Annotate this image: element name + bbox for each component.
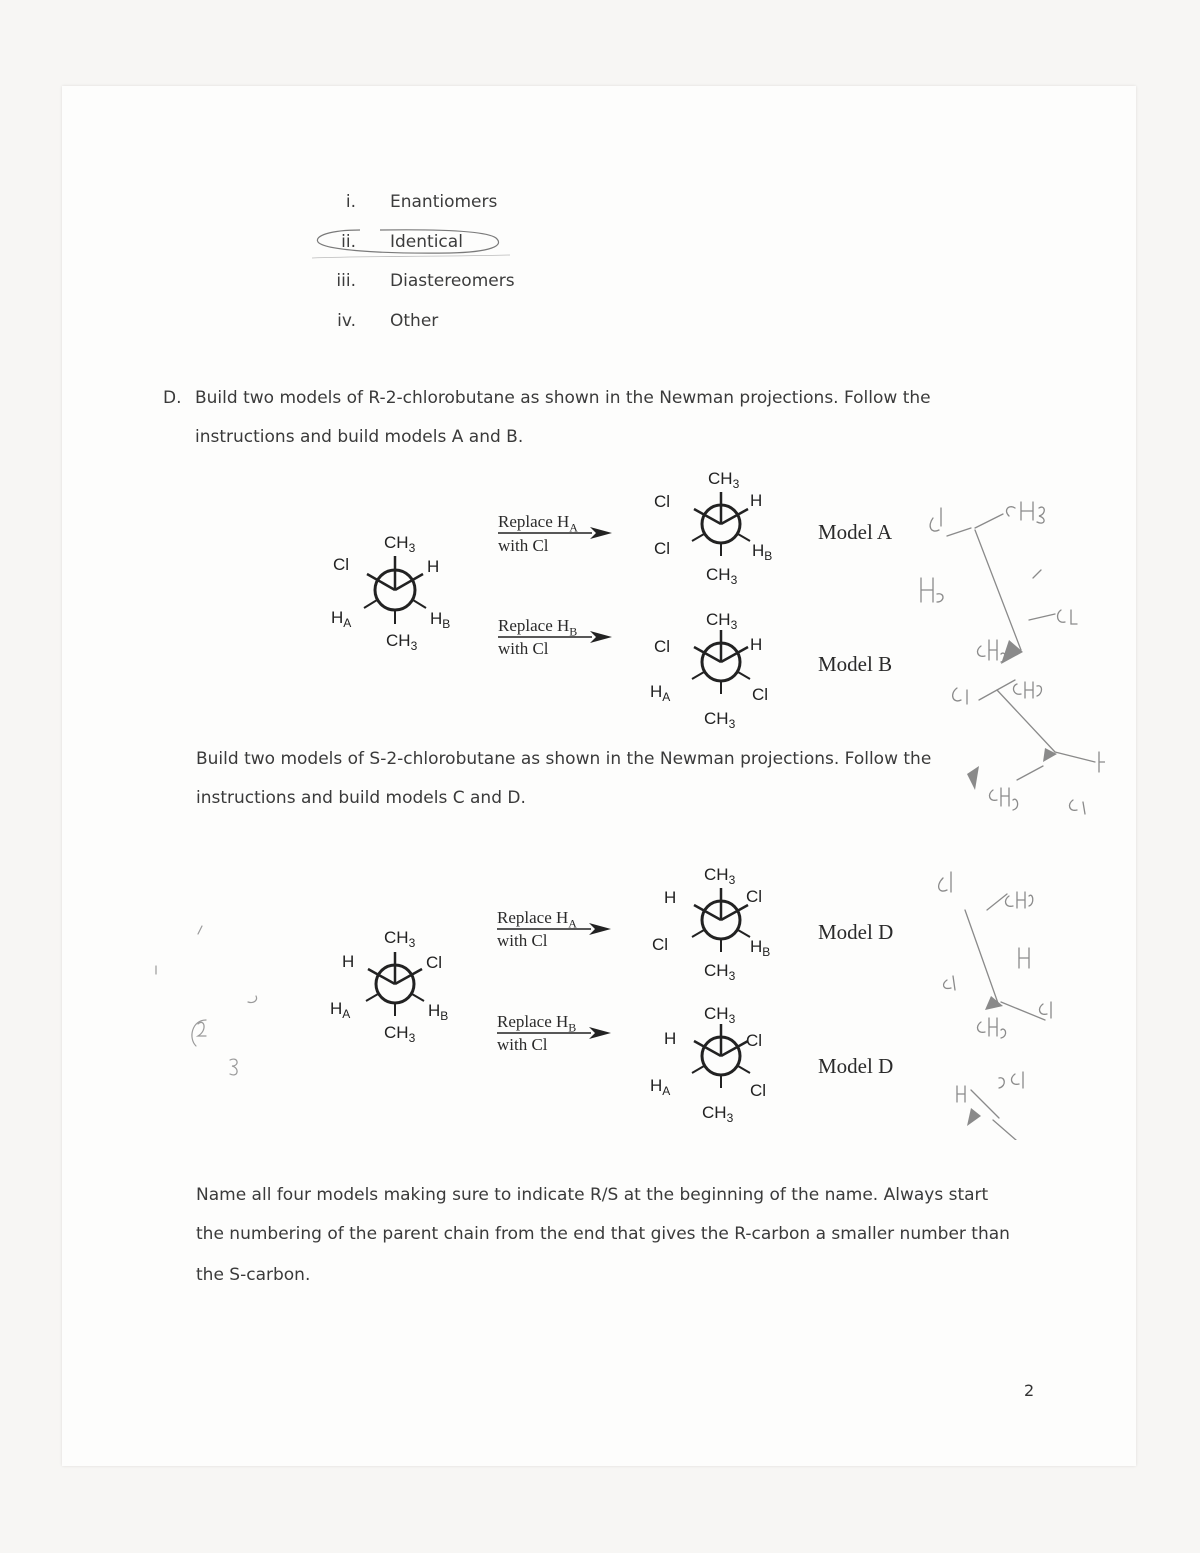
handwritten-margin-marks [150, 920, 280, 1080]
newman-projection-s-start [318, 918, 468, 1048]
svg-text:HA: $H_A$ [650, 682, 671, 704]
model-d-label: Model D [818, 920, 894, 944]
svg-text:HB: $H_B$ [750, 937, 771, 959]
choice-numeral: i. [345, 192, 356, 212]
svg-text:CH3: $CH_3$ [706, 565, 738, 587]
reaction-arrow [496, 630, 616, 644]
svg-text:Cl: Cl [746, 887, 763, 906]
newman-projection-model-d-lower [646, 1000, 796, 1130]
svg-text:CH3: $CH_3$ [706, 610, 738, 632]
arrow-label-replace-hb: Replace $H_B$ [498, 616, 578, 639]
final-instruction-line1: Name all four models making sure to indicate R/S at the beginning of the name. Always start [196, 1185, 989, 1205]
svg-text:CH3: $CH_3$ [384, 928, 416, 950]
choice-diastereomers: Diastereomers [390, 271, 515, 291]
svg-text:CH3: $CH_3$ [384, 1023, 416, 1045]
choice-enantiomers: Enantiomers [390, 192, 498, 212]
newman-projection-r-start [320, 520, 470, 660]
handwritten-sketches [905, 490, 1105, 1140]
arrow-label-replace-ha: Replace $H_A$ [497, 908, 577, 931]
svg-text:CH3: $CH_3$ [704, 865, 736, 887]
svg-text:H: H [750, 491, 763, 510]
choice-identical: Identical [390, 232, 463, 252]
svg-text:Cl: Cl [654, 539, 671, 558]
svg-text:Cl: Cl [654, 637, 671, 656]
svg-text:Cl: Cl [426, 953, 443, 972]
svg-text:Cl: Cl [750, 1081, 767, 1100]
arrow-label-with-cl: with Cl [498, 639, 549, 658]
model-a-label: Model A [818, 520, 893, 544]
page-number: 2 [1024, 1381, 1035, 1400]
svg-text:H: H [342, 952, 355, 971]
choice-other: Other [390, 311, 439, 331]
section-d-line2: instructions and build models A and B. [195, 427, 524, 447]
svg-text:CH3: $CH_3$ [384, 533, 416, 555]
svg-text:CH3: $CH_3$ [704, 1004, 736, 1026]
newman-projection-model-b [646, 606, 796, 736]
svg-text:HA: $H_A$ [330, 999, 351, 1021]
svg-text:Cl: Cl [333, 555, 350, 574]
arrow-label-with-cl: with Cl [497, 931, 548, 950]
model-d-label: Model D [818, 1054, 894, 1078]
newman-projection-model-d-upper [646, 858, 796, 988]
arrow-label-with-cl: with Cl [497, 1035, 548, 1054]
reaction-arrow [495, 1026, 615, 1040]
choice-numeral: iii. [336, 271, 356, 291]
choice-numeral: ii. [341, 232, 356, 252]
section-s-line1: Build two models of S-2-chlorobutane as shown in the Newman projections. Follow the [196, 749, 932, 769]
section-d-letter: D. [163, 388, 182, 408]
arrow-label-with-cl: with Cl [498, 536, 549, 555]
svg-text:HB: $H_B$ [430, 609, 451, 631]
svg-text:H: H [664, 1029, 677, 1048]
svg-text:CH3: $CH_3$ [704, 709, 736, 731]
svg-text:HA: $H_A$ [650, 1076, 671, 1098]
svg-text:CH3: $CH_3$ [386, 631, 418, 653]
newman-projection-model-a [646, 462, 796, 592]
svg-text:CH3: $CH_3$ [702, 1103, 734, 1125]
section-d-line1: Build two models of R-2-chlorobutane as shown in the Newman projections. Follow the [195, 388, 931, 408]
arrow-label-replace-ha: Replace $H_A$ [498, 512, 578, 535]
model-b-label: Model B [818, 652, 893, 676]
svg-text:H: H [427, 557, 440, 576]
svg-text:CH3: $CH_3$ [704, 961, 736, 983]
svg-text:Cl: Cl [746, 1031, 763, 1050]
final-instruction-line2: the numbering of the parent chain from the end that gives the R-carbon a smaller number than [196, 1224, 1010, 1244]
choice-numeral: iv. [337, 311, 356, 331]
reaction-arrow [495, 922, 615, 936]
svg-text:Cl: Cl [752, 685, 769, 704]
svg-text:Cl: Cl [652, 935, 669, 954]
svg-text:Cl: Cl [654, 492, 671, 511]
svg-text:H: H [664, 888, 677, 907]
svg-text:HB: $H_B$ [752, 541, 773, 563]
final-instruction-line3: the S-carbon. [196, 1265, 311, 1285]
svg-text:H: H [750, 635, 763, 654]
svg-text:HA: $H_A$ [331, 608, 352, 630]
svg-text:CH3: $CH_3$ [708, 469, 740, 491]
arrow-label-replace-hb: Replace $H_B$ [497, 1012, 577, 1035]
svg-text:HB: $H_B$ [428, 1001, 449, 1023]
handdrawn-circle-annotation [300, 222, 520, 267]
section-s-line2: instructions and build models C and D. [196, 788, 526, 808]
reaction-arrow [496, 526, 616, 540]
